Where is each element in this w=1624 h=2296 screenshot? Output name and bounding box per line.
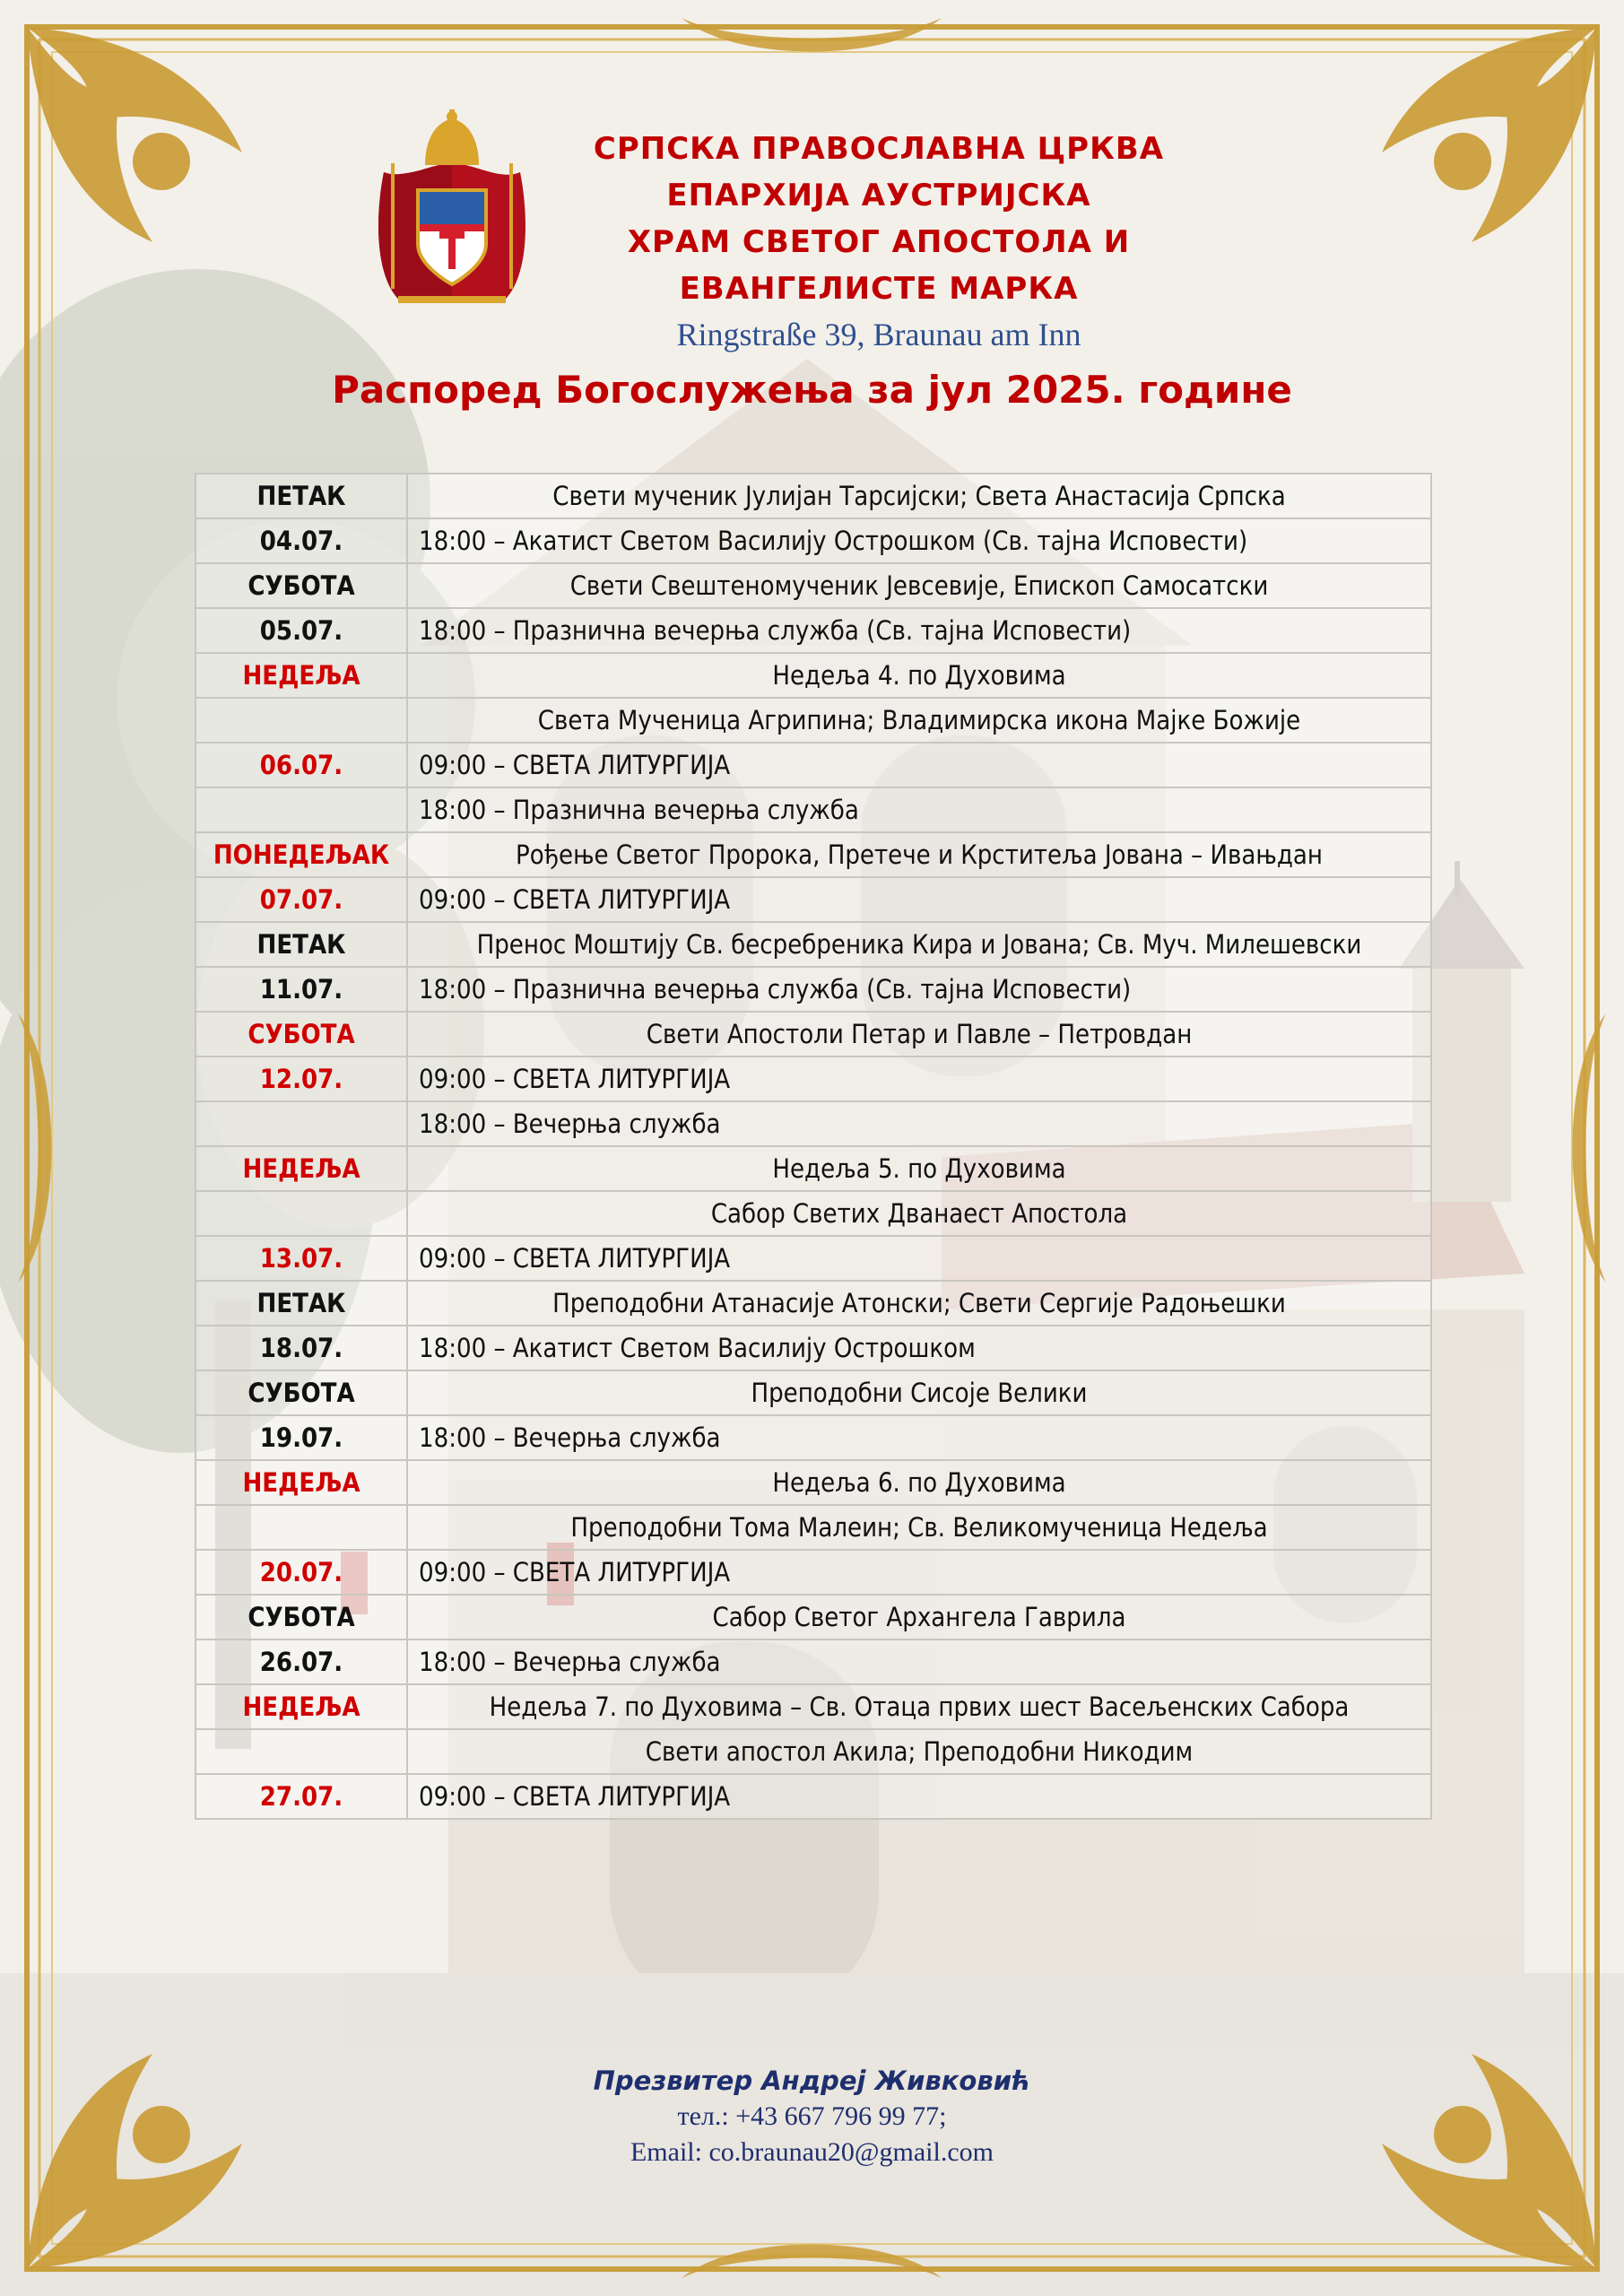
table-row bbox=[195, 1505, 1431, 1550]
table-row bbox=[195, 1281, 1431, 1326]
schedule-title: Распоред Богослужења за јул 2025. године bbox=[332, 368, 1292, 412]
day-cell bbox=[195, 698, 407, 743]
event-cell: 18:00 – Празнична вечерња служба (Св. тајна Исповести) bbox=[407, 608, 1431, 653]
table-row bbox=[195, 1774, 1431, 1819]
table-row bbox=[195, 743, 1431, 787]
event-cell: Преподобни Тома Малеин; Св. Великомученица Недеља bbox=[407, 1505, 1431, 1550]
table-row bbox=[195, 1101, 1431, 1146]
date-cell: 27.07. bbox=[195, 1774, 407, 1819]
event-cell: 18:00 – Празнична вечерња служба bbox=[407, 787, 1431, 832]
date-cell: 13.07. bbox=[195, 1236, 407, 1281]
event-cell: Сабор Светих Дванаест Апостола bbox=[407, 1191, 1431, 1236]
event-cell: 09:00 – СВЕТА ЛИТУРГИЈА bbox=[407, 1550, 1431, 1595]
event-cell: Преподобни Атанасије Атонски; Свети Сергије Радоњешки bbox=[407, 1281, 1431, 1326]
table-row bbox=[195, 1012, 1431, 1057]
table-row bbox=[195, 922, 1431, 967]
contact-footer bbox=[502, 2063, 1122, 2170]
date-cell: 07.07. bbox=[195, 877, 407, 922]
event-cell: 09:00 – СВЕТА ЛИТУРГИЈА bbox=[407, 1774, 1431, 1819]
temple-name: ХРАМ СВЕТОГ АПОСТОЛА И ЕВАНГЕЛИСТЕ МАРКА bbox=[627, 224, 1131, 307]
table-row bbox=[195, 1639, 1431, 1684]
email-address: Email: co.braunau20@gmail.com bbox=[630, 2137, 994, 2167]
date-cell: 20.07. bbox=[195, 1550, 407, 1595]
date-cell bbox=[195, 787, 407, 832]
event-cell: Сабор Светог Архангела Гаврила bbox=[407, 1595, 1431, 1639]
date-cell: 04.07. bbox=[195, 518, 407, 563]
day-cell: ПЕТАК bbox=[195, 474, 407, 518]
event-cell: Свети мученик Јулијан Тарсијски; Света Анастасија Српска bbox=[407, 474, 1431, 518]
event-cell: 09:00 – СВЕТА ЛИТУРГИЈА bbox=[407, 1057, 1431, 1101]
day-cell: ПЕТАК bbox=[195, 922, 407, 967]
table-row bbox=[195, 1415, 1431, 1460]
event-cell: 18:00 – Акатист Светом Василију Острошком (Св. тајна Исповести) bbox=[407, 518, 1431, 563]
table-row bbox=[195, 1236, 1431, 1281]
table-row bbox=[195, 1191, 1431, 1236]
table-row bbox=[195, 832, 1431, 877]
day-cell: СУБОТА bbox=[195, 1370, 407, 1415]
day-cell: НЕДЕЉА bbox=[195, 1146, 407, 1191]
table-row bbox=[195, 1729, 1431, 1774]
date-cell: 06.07. bbox=[195, 743, 407, 787]
event-cell: Свети апостол Акила; Преподобни Никодим bbox=[407, 1729, 1431, 1774]
date-cell: 19.07. bbox=[195, 1415, 407, 1460]
table-row bbox=[195, 474, 1431, 518]
day-cell: СУБОТА bbox=[195, 1012, 407, 1057]
table-row bbox=[195, 967, 1431, 1012]
day-cell: СУБОТА bbox=[195, 1595, 407, 1639]
table-row bbox=[195, 698, 1431, 743]
event-cell: Свети Апостоли Петар и Павле – Петровдан bbox=[407, 1012, 1431, 1057]
table-row bbox=[195, 518, 1431, 563]
event-cell: Пренос Моштију Св. бесребреника Кира и Јована; Св. Муч. Милешевски bbox=[407, 922, 1431, 967]
table-row bbox=[195, 1550, 1431, 1595]
event-cell: Света Мученица Агрипина; Владимирска икона Мајке Божије bbox=[407, 698, 1431, 743]
table-row bbox=[195, 877, 1431, 922]
church-address: Ringstraße 39, Braunau am Inn bbox=[676, 317, 1081, 352]
day-cell: ПЕТАК bbox=[195, 1281, 407, 1326]
date-cell: 12.07. bbox=[195, 1057, 407, 1101]
table-row bbox=[195, 1684, 1431, 1729]
event-cell: Недеља 5. по Духовима bbox=[407, 1146, 1431, 1191]
table-row bbox=[195, 653, 1431, 698]
day-cell: СУБОТА bbox=[195, 563, 407, 608]
priest-name: Презвитер Андреј Живковић bbox=[593, 2066, 1031, 2096]
service-schedule-table bbox=[195, 473, 1432, 1820]
date-cell: 18.07. bbox=[195, 1326, 407, 1370]
event-cell: 09:00 – СВЕТА ЛИТУРГИЈА bbox=[407, 1236, 1431, 1281]
table-row bbox=[195, 1595, 1431, 1639]
day-cell: НЕДЕЉА bbox=[195, 653, 407, 698]
event-cell: 18:00 – Акатист Светом Василију Острошком bbox=[407, 1326, 1431, 1370]
date-cell: 11.07. bbox=[195, 967, 407, 1012]
phone-number: тел.: +43 667 796 99 77; bbox=[677, 2101, 947, 2131]
event-cell: 09:00 – СВЕТА ЛИТУРГИЈА bbox=[407, 743, 1431, 787]
event-cell: Недеља 7. по Духовима – Св. Отаца првих шест Васељенских Сабора bbox=[407, 1684, 1431, 1729]
church-name: СРПСКА ПРАВОСЛАВНА ЦРКВА bbox=[593, 131, 1165, 167]
table-row bbox=[195, 1370, 1431, 1415]
table-row bbox=[195, 563, 1431, 608]
date-cell: 26.07. bbox=[195, 1639, 407, 1684]
table-row bbox=[195, 1326, 1431, 1370]
day-cell bbox=[195, 1191, 407, 1236]
event-cell: 18:00 – Вечерња служба bbox=[407, 1101, 1431, 1146]
day-cell: ПОНЕДЕЉАК bbox=[195, 832, 407, 877]
event-cell: 18:00 – Празнична вечерња служба (Св. тајна Исповести) bbox=[407, 967, 1431, 1012]
table-row bbox=[195, 1146, 1431, 1191]
event-cell: Рођење Светог Пророка, Претече и Крститеља Јована – Ивањдан bbox=[407, 832, 1431, 877]
event-cell: 18:00 – Вечерња служба bbox=[407, 1639, 1431, 1684]
table-row bbox=[195, 787, 1431, 832]
event-cell: Преподобни Сисоје Велики bbox=[407, 1370, 1431, 1415]
table-row bbox=[195, 1057, 1431, 1101]
day-cell: НЕДЕЉА bbox=[195, 1684, 407, 1729]
date-cell bbox=[195, 1101, 407, 1146]
event-cell: 09:00 – СВЕТА ЛИТУРГИЈА bbox=[407, 877, 1431, 922]
day-cell bbox=[195, 1505, 407, 1550]
event-cell: 18:00 – Вечерња служба bbox=[407, 1415, 1431, 1460]
day-cell: НЕДЕЉА bbox=[195, 1460, 407, 1505]
eparchy-name: ЕПАРХИЈА АУСТРИЈСКА bbox=[666, 178, 1091, 213]
event-cell: Недеља 6. по Духовима bbox=[407, 1460, 1431, 1505]
table-row bbox=[195, 1460, 1431, 1505]
diocese-coat-of-arms bbox=[366, 109, 538, 314]
event-cell: Недеља 4. по Духовима bbox=[407, 653, 1431, 698]
date-cell: 05.07. bbox=[195, 608, 407, 653]
day-cell bbox=[195, 1729, 407, 1774]
table-row bbox=[195, 608, 1431, 653]
event-cell: Свети Свештеномученик Јевсевије, Епископ Самосатски bbox=[407, 563, 1431, 608]
church-header bbox=[538, 126, 1220, 357]
